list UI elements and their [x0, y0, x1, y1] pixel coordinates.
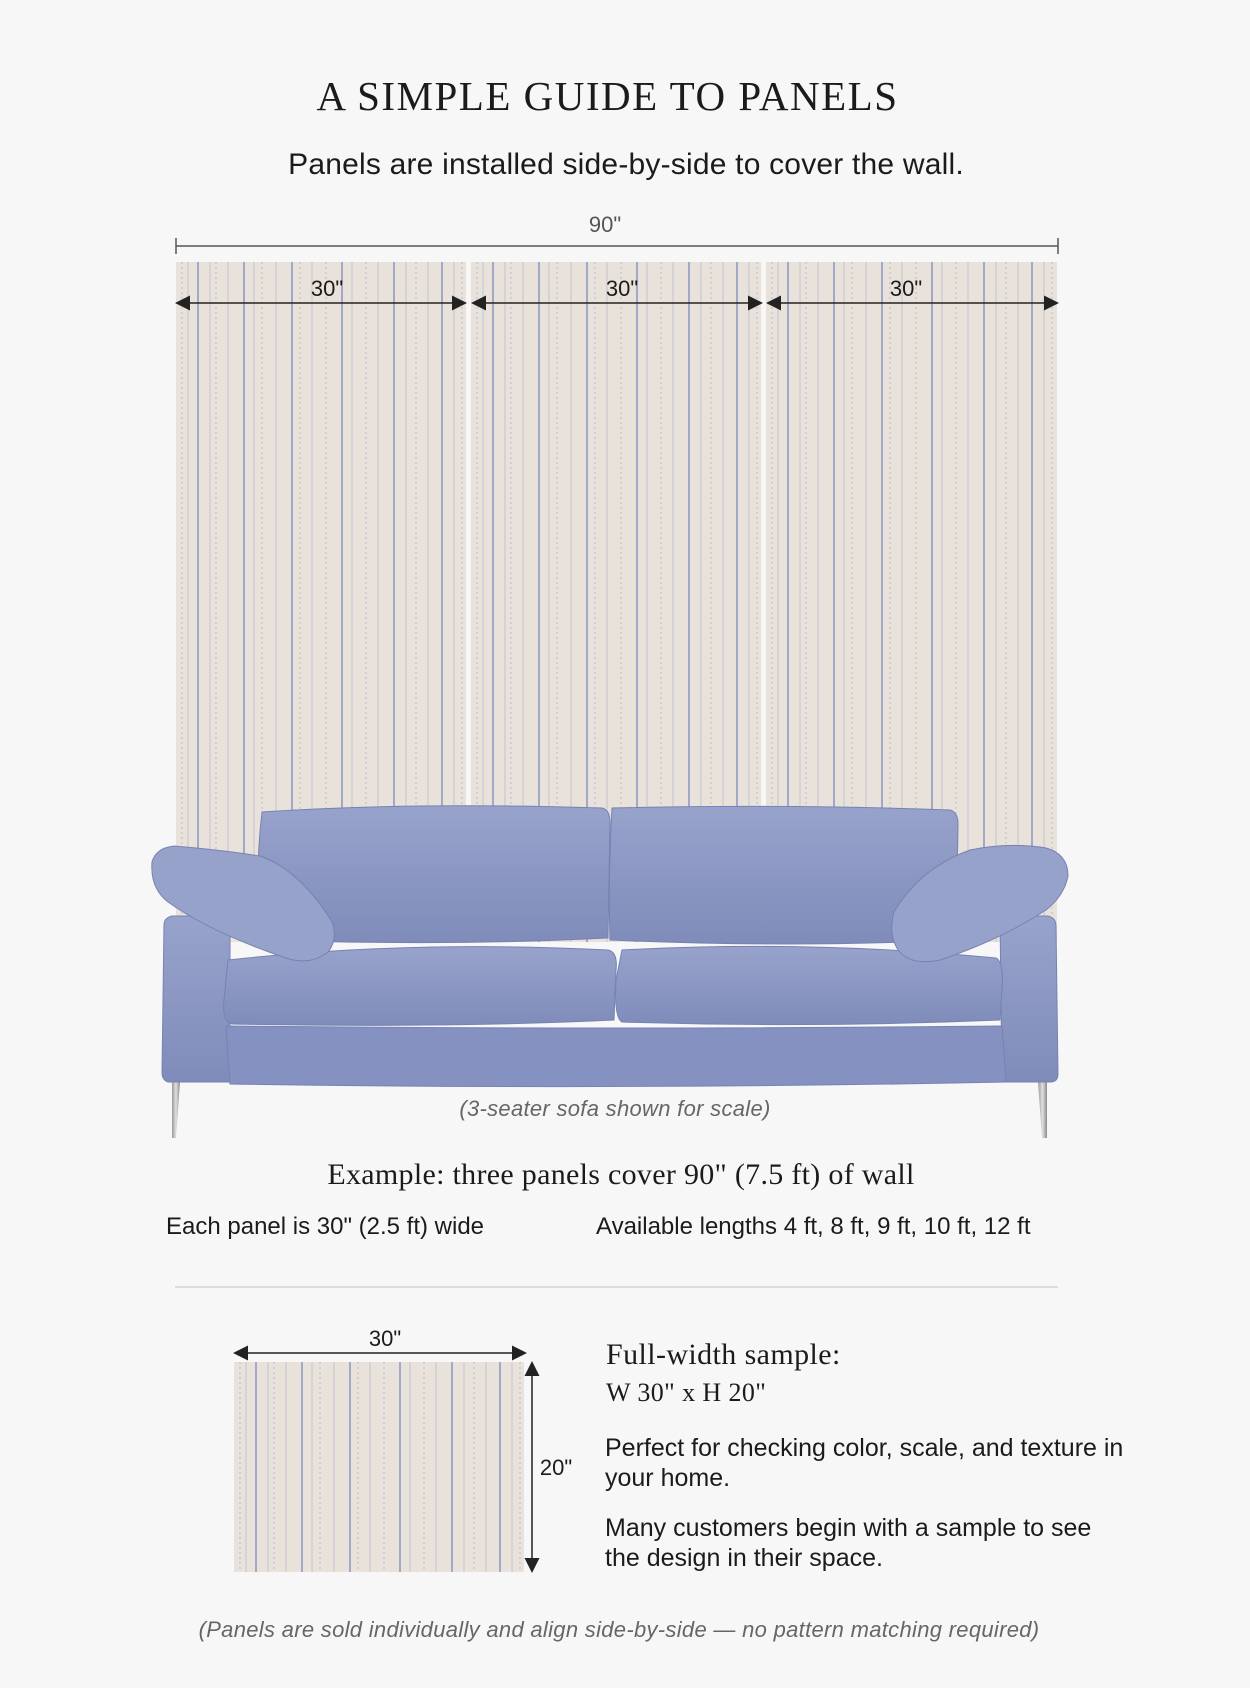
- panel-3-width-label: 30": [889, 276, 923, 301]
- page-subtitle: Panels are installed side-by-side to cover the wall.: [288, 148, 964, 181]
- sample-size: W 30" x H 20": [606, 1378, 767, 1407]
- total-width-dimension-line: [172, 236, 1062, 256]
- panel-1-width-label: 30": [310, 276, 344, 301]
- sample-width-label: 30": [368, 1326, 402, 1351]
- footer-note: (Panels are sold individually and align side-by-side — no pattern matching required): [198, 1617, 1040, 1642]
- sofa-scale-caption: (3-seater sofa shown for scale): [459, 1096, 771, 1121]
- panel-2-width-label: 30": [605, 276, 639, 301]
- sample-swatch: [234, 1362, 524, 1572]
- sample-title: Full-width sample:: [606, 1338, 841, 1371]
- available-lengths-note: Available lengths 4 ft, 8 ft, 9 ft, 10 ft, 12 ft: [596, 1213, 1031, 1240]
- page-title: A SIMPLE GUIDE TO PANELS: [316, 73, 899, 119]
- panel-width-note: Each panel is 30" (2.5 ft) wide: [166, 1213, 485, 1240]
- section-divider: [175, 1286, 1058, 1288]
- sample-paragraph-2: Many customers begin with a sample to see the design in their space.: [605, 1514, 1092, 1572]
- sample-width-arrow: [230, 1342, 530, 1364]
- sofa-illustration: [150, 800, 1075, 1145]
- sample-paragraph-1: Perfect for checking color, scale, and texture in your home.: [605, 1434, 1124, 1492]
- stripe-pattern: [234, 1362, 524, 1572]
- total-width-label: 90": [588, 212, 622, 237]
- example-headline: Example: three panels cover 90" (7.5 ft) of wall: [327, 1158, 915, 1191]
- sample-height-label: 20": [539, 1455, 573, 1480]
